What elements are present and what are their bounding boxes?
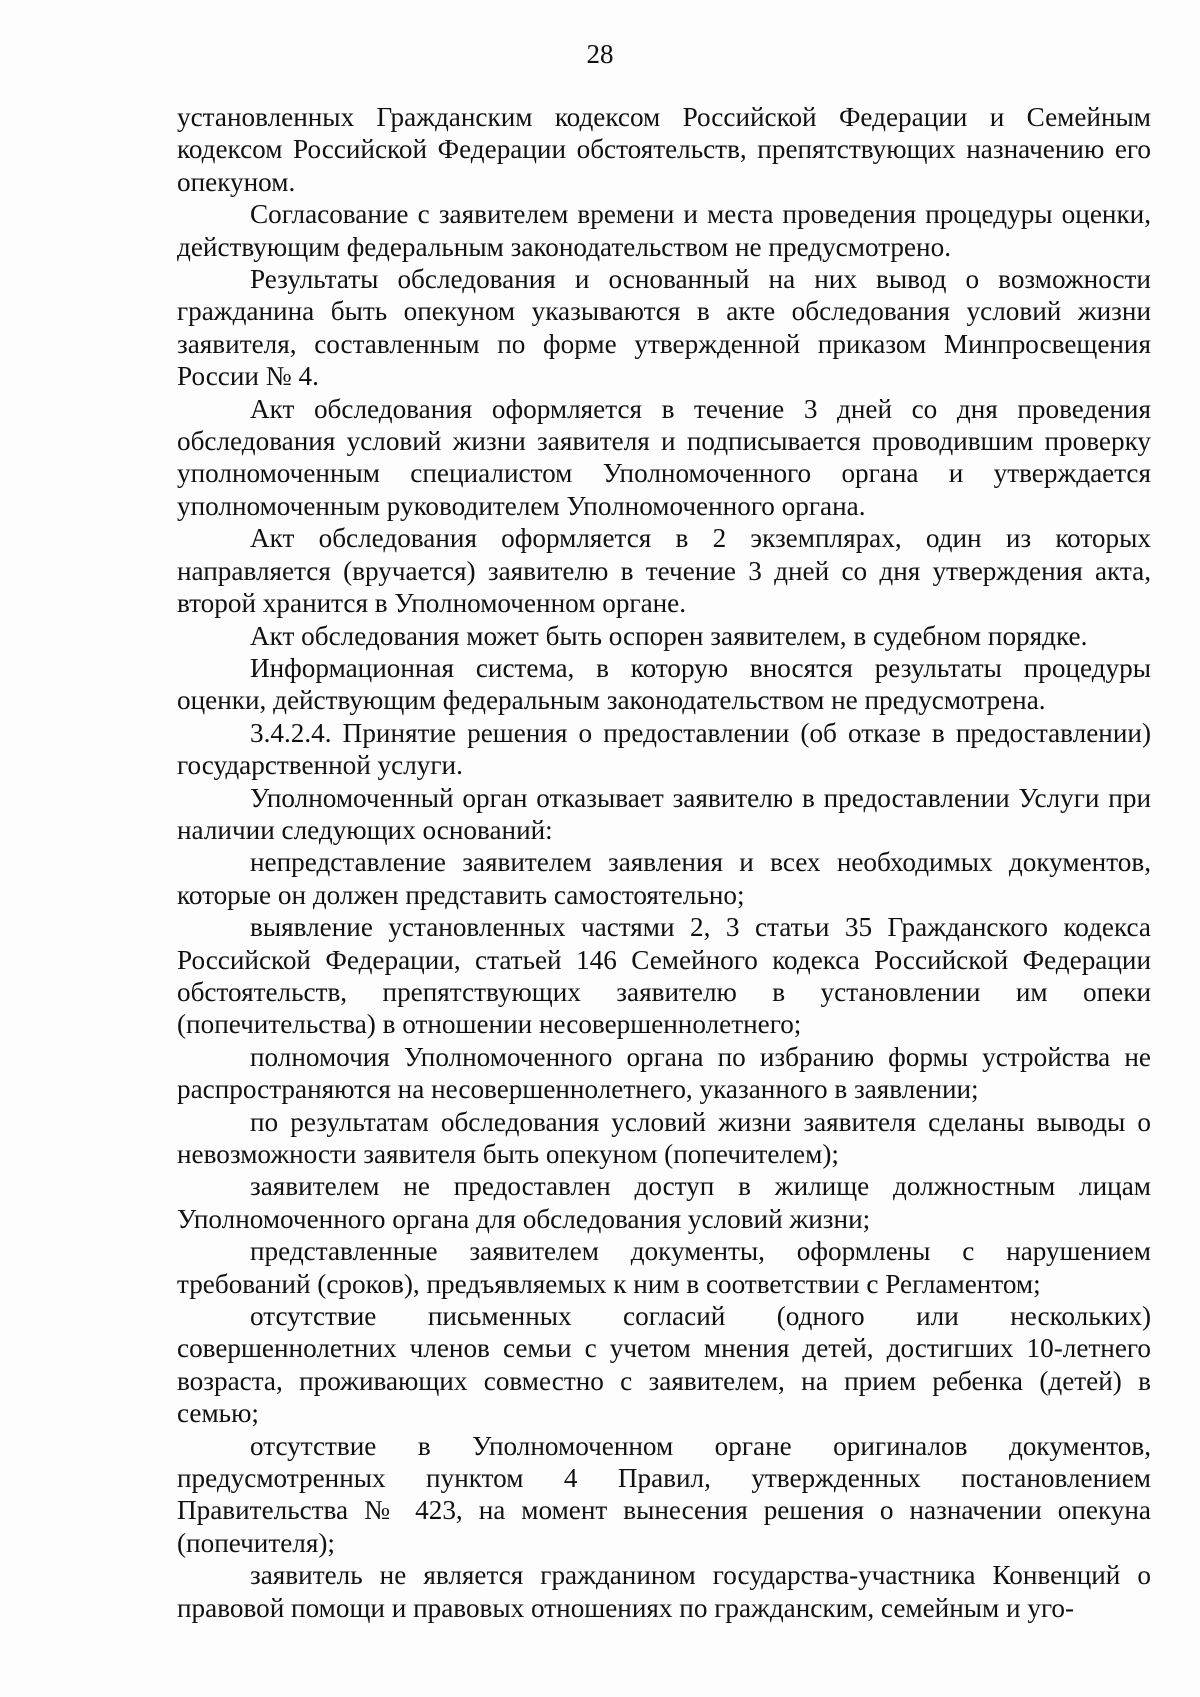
list-item: выявление установленных частями 2, 3 статьи 35 Гражданского кодекса Российской Федерации, статьей 146 Семейного кодекса Российской Федерации обстоятельств, препятствующих заявителю в установлении им опеки (попечительства) в отношении несовершеннолетнего; xyxy=(177,912,1151,1040)
list-item: заявитель не является гражданином государства-участника Конвенций о правовой помощи и правовых отношениях по гражданским, семейным и уго- xyxy=(177,1560,1151,1623)
section-heading: 3.4.2.4. Принятие решения о предоставлении (об отказе в предоставлении) государственной услуги. xyxy=(177,717,1151,781)
paragraph: Согласование с заявителем времени и места проведения процедуры оценки, действующим федеральным законодательством не предусмотрено. xyxy=(177,199,1151,262)
list-item: представленные заявителем документы, оформлены с нарушением требований (сроков), предъявляемых к ним в соответствии с Регламентом; xyxy=(177,1236,1151,1299)
paragraph: Акт обследования может быть оспорен заявителем, в судебном порядке. xyxy=(250,620,1088,651)
paragraph: Информационная система, в которую вносятся результаты процедуры оценки, действующим федеральным законодательством не предусмотрена. xyxy=(177,652,1151,716)
paragraph: Акт обследования оформляется в 2 экземплярах, один из которых направляется (вручается) заявителю в течение 3 дней со дня утверждения акта, второй хранится в Уполномоченном органе. xyxy=(177,523,1151,619)
list-item: полномочия Уполномоченного органа по избранию формы устройства не распространяются на несовершеннолетнего, указанного в заявлении; xyxy=(177,1041,1151,1105)
paragraph-continuation: установленных Гражданским кодексом Российской Федерации и Семейным кодексом Российской Федерации обстоятельств, препятствующих назначению его опекуном. xyxy=(177,102,1151,197)
list-item: отсутствие в Уполномоченном органе оригиналов документов, предусмотренных пунктом 4 Правил, утвержденных постановлением Правительства № 423, на момент вынесения решения о назначении опекуна (попечителя); xyxy=(177,1430,1151,1558)
page-number: 28 xyxy=(586,39,614,69)
list-item: отсутствие письменных согласий (одного или нескольких) совершеннолетних членов семьи с учетом мнения детей, достигших 10-летнего возраста, проживающих совместно с заявителем, на прием ребенка (детей) в семью; xyxy=(177,1301,1151,1429)
list-item: непредставление заявителем заявления и всех необходимых документов, которые он должен представить самостоятельно; xyxy=(177,847,1151,910)
list-item: по результатам обследования условий жизни заявителя сделаны выводы о невозможности заявителя быть опекуном (попечителем); xyxy=(177,1106,1151,1169)
paragraph: Результаты обследования и основанный на них вывод о возможности гражданина быть опекуном указываются в акте обследования условий жизни заявителя, составленным по форме утвержденной приказом Минпросвещения России № 4. xyxy=(177,264,1151,392)
paragraph: Уполномоченный орган отказывает заявителю в предоставлении Услуги при наличии следующих оснований: xyxy=(177,782,1151,845)
document-body xyxy=(177,101,1151,1624)
list-item: заявителем не предоставлен доступ в жилище должностным лицам Уполномоченного органа для обследования условий жизни; xyxy=(177,1171,1151,1234)
paragraph: Акт обследования оформляется в течение 3 дней со дня проведения обследования условий жизни заявителя и подписывается проводившим проверку уполномоченным специалистом Уполномоченного органа и утверждается уполномоченным руководителем Уполномоченного органа. xyxy=(177,393,1151,521)
